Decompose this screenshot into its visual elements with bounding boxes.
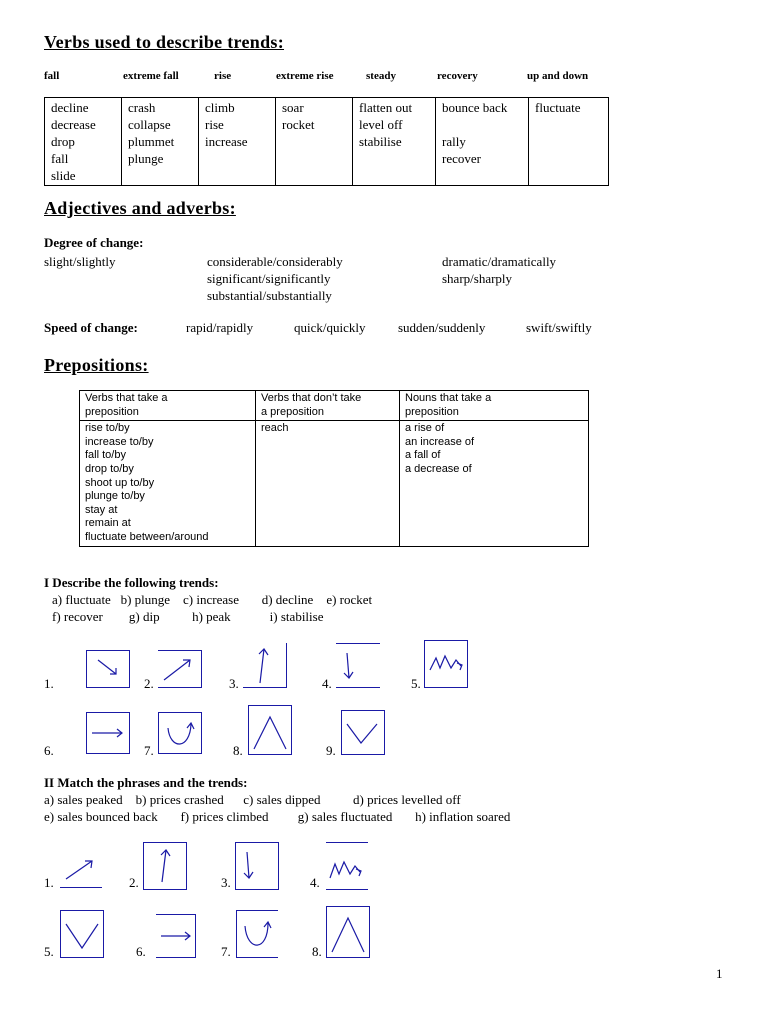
category-steady: steady xyxy=(366,70,396,82)
prep-header-1 xyxy=(80,391,256,421)
verb-word: rally xyxy=(442,134,466,149)
degree-item: dramatic/dramatically xyxy=(442,254,557,269)
prep-item: reach xyxy=(261,422,289,435)
verb-word: decline xyxy=(51,100,89,115)
verb-word: recover xyxy=(442,151,481,166)
prep-header-text: Verbs that don’t take xyxy=(261,392,362,404)
verb-cell-up-and-down xyxy=(529,98,609,186)
prep-item: plunge to/by xyxy=(85,490,145,503)
exercise-2-title: II Match the phrases and the trends: xyxy=(44,775,248,790)
page-number: 1 xyxy=(716,966,723,981)
verb-word: fall xyxy=(51,151,69,166)
prep-header-text: a preposition xyxy=(261,405,324,418)
prep-item: drop to/by xyxy=(85,462,134,475)
verb-word: soar xyxy=(282,100,304,115)
trend-increase-icon xyxy=(158,650,202,688)
prep-header-3 xyxy=(400,391,589,421)
degree-col-2 xyxy=(207,253,343,304)
preposition-table xyxy=(79,390,589,547)
verb-word: fluctuate xyxy=(535,100,581,115)
prep-col-verbs-with xyxy=(80,421,256,546)
verb-word: bounce back xyxy=(442,100,508,115)
prep-col-verbs-without xyxy=(256,421,400,546)
exercise-1-number: 6. xyxy=(44,743,54,758)
verb-word: crash xyxy=(128,100,156,115)
exercise-2-number: 6. xyxy=(136,944,146,959)
speed-label: Speed of change: xyxy=(44,320,138,335)
prep-item: fall to/by xyxy=(85,449,126,462)
title-adjectives: Adjectives and adverbs: xyxy=(44,198,236,218)
exercise-1-options-line-1: a) fluctuate b) plunge c) increase d) decline e) rocket xyxy=(52,592,373,607)
trend-sharp-decline-icon xyxy=(86,650,130,688)
category-rise: rise xyxy=(214,70,232,82)
exercise-1-options-line-2: f) recover g) dip h) peak i) stabilise xyxy=(52,609,324,624)
title-prepositions: Prepositions: xyxy=(44,355,149,375)
prep-header-text: Nouns that take a xyxy=(405,392,492,404)
prep-item: fluctuate between/around xyxy=(85,530,209,543)
prep-header-2 xyxy=(256,391,400,421)
prep-item: stay at xyxy=(85,503,118,516)
trend-plunge-icon xyxy=(235,842,279,890)
verb-table xyxy=(44,97,609,186)
verb-word: plummet xyxy=(128,134,175,149)
prep-item: an increase of xyxy=(405,435,475,448)
prep-col-nouns xyxy=(400,421,589,546)
speed-item: rapid/rapidly xyxy=(186,320,254,335)
trend-stabilise-icon xyxy=(86,712,130,754)
exercise-2-options-line-1: a) sales peaked b) prices crashed c) sales dipped d) prices levelled off xyxy=(44,792,461,807)
degree-item: slight/slightly xyxy=(44,254,116,269)
trend-recover-icon xyxy=(236,910,278,958)
prep-item: shoot up to/by xyxy=(85,476,155,489)
exercise-2-number: 1. xyxy=(44,875,54,890)
degree-col-3 xyxy=(442,253,556,287)
verb-word: stabilise xyxy=(359,134,402,149)
verb-word: drop xyxy=(51,134,75,149)
prep-item: increase to/by xyxy=(85,435,154,448)
verb-word: level off xyxy=(359,117,403,132)
exercise-2-number: 8. xyxy=(312,944,322,959)
speed-item: sudden/suddenly xyxy=(398,320,486,335)
verb-word: rise xyxy=(205,117,224,132)
trend-increase-icon xyxy=(60,849,102,889)
title-verbs: Verbs used to describe trends: xyxy=(44,32,285,52)
verb-word: slide xyxy=(51,168,76,183)
exercise-2-number: 7. xyxy=(221,944,231,959)
trend-recover-icon xyxy=(158,712,202,754)
verb-word: plunge xyxy=(128,151,164,166)
speed-item: quick/quickly xyxy=(294,320,366,335)
exercise-1-number: 5. xyxy=(411,676,421,691)
trend-fluctuate-icon xyxy=(326,842,368,890)
exercise-1-number: 4. xyxy=(322,676,332,691)
category-recovery: recovery xyxy=(437,70,478,82)
degree-item: significant/significantly xyxy=(207,271,331,286)
verb-word: decrease xyxy=(51,117,96,132)
trend-peak-icon xyxy=(326,906,370,958)
exercise-2-number: 3. xyxy=(221,875,231,890)
verb-cell-recovery xyxy=(436,98,529,186)
verb-word: climb xyxy=(205,100,235,115)
degree-item: considerable/considerably xyxy=(207,254,343,269)
prep-header-text: Verbs that take a xyxy=(85,392,168,404)
prep-header-text: preposition xyxy=(405,405,459,418)
exercise-2-number: 2. xyxy=(129,875,139,890)
exercise-1-number: 7. xyxy=(144,743,154,758)
exercise-2-number: 5. xyxy=(44,944,54,959)
prep-item: a decrease of xyxy=(405,462,472,475)
prep-item: a rise of xyxy=(405,422,445,435)
verb-cell-fall xyxy=(45,98,122,186)
verb-word-blank xyxy=(442,116,522,133)
verb-word: flatten out xyxy=(359,100,413,115)
verb-word: rocket xyxy=(282,117,315,132)
prep-item: remain at xyxy=(85,517,131,530)
speed-item: swift/swiftly xyxy=(526,320,592,335)
exercise-2-number: 4. xyxy=(310,875,320,890)
trend-stabilise-icon xyxy=(156,914,196,958)
category-extreme-fall: extreme fall xyxy=(123,70,179,82)
exercise-1-title: I Describe the following trends: xyxy=(44,575,219,590)
verb-word: increase xyxy=(205,134,248,149)
exercise-1-number: 2. xyxy=(144,676,154,691)
degree-item: sharp/sharply xyxy=(442,271,513,286)
verb-cell-steady xyxy=(353,98,436,186)
trend-fluctuate-icon xyxy=(424,640,468,688)
exercise-1-number: 3. xyxy=(229,676,239,691)
verb-word: collapse xyxy=(128,117,171,132)
trend-dip-icon xyxy=(341,710,385,755)
category-up-and-down: up and down xyxy=(527,70,589,82)
verb-cell-extreme-rise xyxy=(276,98,353,186)
trend-rocket-icon xyxy=(143,842,187,890)
exercise-1-number: 8. xyxy=(233,743,243,758)
exercise-2-options-line-2: e) sales bounced back f) prices climbed g) sales fluctuated h) inflation soared xyxy=(44,809,511,824)
trend-peak-icon xyxy=(248,705,292,755)
category-extreme-rise: extreme rise xyxy=(276,70,334,82)
prep-item: rise to/by xyxy=(85,422,130,435)
verb-cell-extreme-fall xyxy=(122,98,199,186)
trend-plunge-icon xyxy=(336,643,380,688)
trend-rocket-icon xyxy=(243,643,287,688)
verb-cell-rise xyxy=(199,98,276,186)
degree-col-1 xyxy=(44,253,116,270)
prep-header-text: preposition xyxy=(85,405,139,418)
degree-item: substantial/substantially xyxy=(207,288,332,303)
exercise-1-number: 1. xyxy=(44,676,54,691)
degree-label: Degree of change: xyxy=(44,235,144,250)
exercise-1-number: 9. xyxy=(326,743,336,758)
category-fall: fall xyxy=(44,70,60,82)
prep-item: a fall of xyxy=(405,449,441,462)
trend-dip-icon xyxy=(60,910,104,958)
